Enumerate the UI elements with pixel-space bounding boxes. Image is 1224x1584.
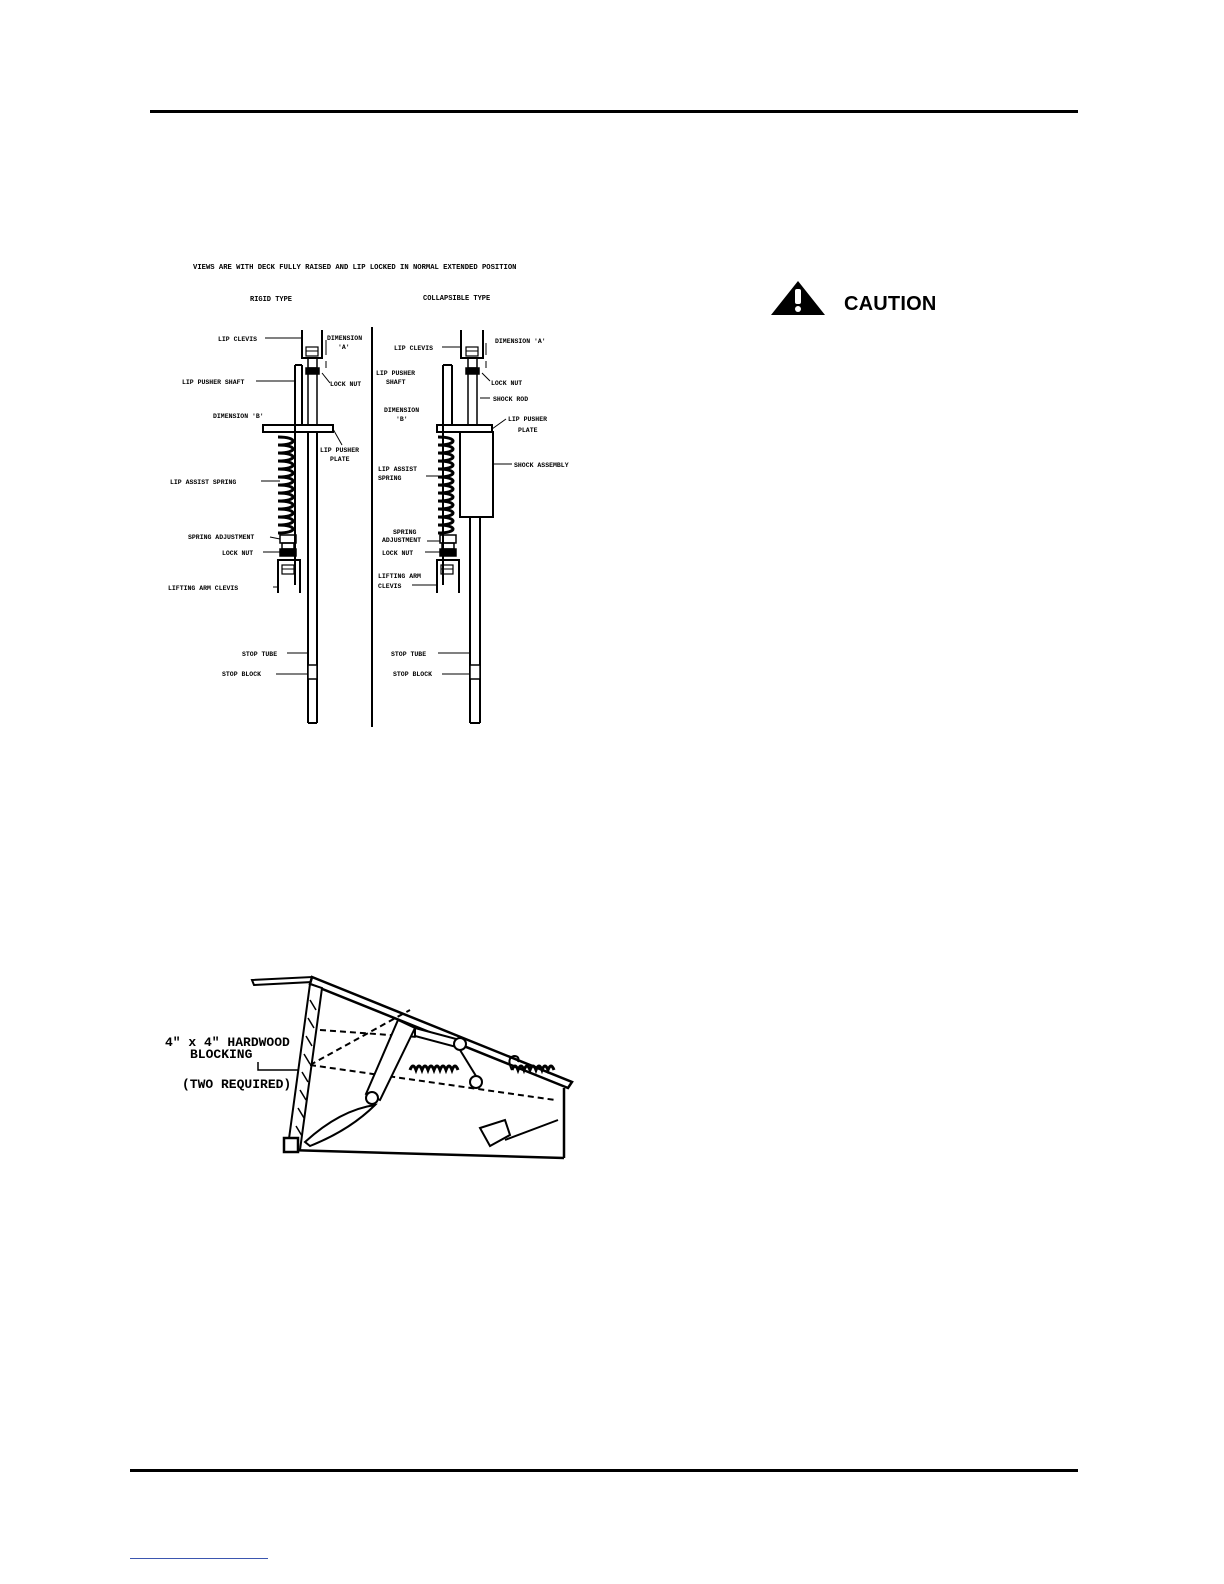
main-spring bbox=[410, 1066, 458, 1070]
collapsible-label-lip-assist-spring-1: LIP ASSIST bbox=[378, 466, 418, 473]
collapsible-label-lock-nut-bottom: LOCK NUT bbox=[382, 550, 414, 557]
collapsible-label-dimension-b-2: 'B' bbox=[396, 416, 408, 423]
rigid-label-dimension-a-1: DIMENSION bbox=[327, 335, 363, 342]
rigid-label-stop-tube: STOP TUBE bbox=[242, 651, 278, 658]
collapsible-lifting-arm-clevis bbox=[437, 560, 459, 593]
lifting-mechanism bbox=[366, 1020, 482, 1104]
rigid-label-lock-nut-top: LOCK NUT bbox=[330, 381, 362, 388]
blocking-label-line1: 4" x 4" HARDWOOD bbox=[165, 1035, 290, 1050]
rigid-label-lip-pusher-plate-2: PLATE bbox=[330, 456, 350, 463]
front-bracket bbox=[480, 1120, 510, 1146]
collapsible-label-stop-block: STOP BLOCK bbox=[393, 671, 433, 678]
diagram-header: VIEWS ARE WITH DECK FULLY RAISED AND LIP LOCKED IN NORMAL EXTENDED POSITION bbox=[193, 264, 517, 272]
rigid-lip-clevis bbox=[302, 330, 322, 358]
rigid-label-lock-nut-bottom: LOCK NUT bbox=[222, 550, 254, 557]
collapsible-label-lip-pusher-plate-1: LIP PUSHER bbox=[508, 416, 548, 423]
collapsible-main-rod bbox=[470, 517, 480, 723]
rigid-stop-block bbox=[308, 665, 317, 679]
rigid-type-title: RIGID TYPE bbox=[250, 296, 293, 304]
collapsible-label-stop-tube: STOP TUBE bbox=[391, 651, 427, 658]
base-frame bbox=[284, 1088, 564, 1158]
caution-notice bbox=[770, 280, 970, 320]
rigid-lip-assist-spring bbox=[278, 437, 293, 533]
collapsible-label-shock-assembly: SHOCK ASSEMBLY bbox=[514, 462, 569, 469]
blocking-label-line2: BLOCKING bbox=[190, 1047, 253, 1062]
collapsible-lip-pusher-plate bbox=[437, 425, 492, 432]
rigid-label-lip-clevis: LIP CLEVIS bbox=[218, 336, 258, 343]
rigid-upper-rod bbox=[306, 358, 319, 425]
collapsible-label-lock-nut-top: LOCK NUT bbox=[491, 380, 523, 387]
collapsible-label-shock-rod: SHOCK ROD bbox=[493, 396, 529, 403]
rear-cam bbox=[305, 1105, 375, 1146]
linkage-dashed bbox=[310, 1010, 555, 1100]
collapsible-label-lip-pusher-shaft-1: LIP PUSHER bbox=[376, 370, 416, 377]
collapsible-label-lip-assist-spring-2: SPRING bbox=[378, 475, 402, 482]
lip-assist-diagram bbox=[160, 255, 590, 735]
collapsible-label-lip-pusher-shaft-2: SHAFT bbox=[386, 379, 406, 386]
collapsible-label-lip-pusher-plate-2: PLATE bbox=[518, 427, 538, 434]
rigid-leaders bbox=[256, 338, 342, 674]
rigid-label-stop-block: STOP BLOCK bbox=[222, 671, 262, 678]
collapsible-upper-rod bbox=[466, 358, 479, 425]
blocking-leader bbox=[258, 1062, 298, 1070]
rigid-label-dimension-a-2: 'A' bbox=[338, 344, 350, 351]
collapsible-label-dimension-a: DIMENSION 'A' bbox=[495, 338, 546, 345]
hardwood-blocking bbox=[288, 984, 322, 1150]
collapsible-stop-block bbox=[470, 665, 480, 679]
collapsible-shock-assembly bbox=[460, 432, 493, 517]
rigid-lifting-arm-clevis bbox=[278, 560, 300, 593]
warning-triangle-icon bbox=[770, 280, 826, 316]
rigid-label-dimension-b: DIMENSION 'B' bbox=[213, 413, 264, 420]
footer-link-underline[interactable] bbox=[130, 1558, 268, 1559]
collapsible-label-spring-adjustment-1: SPRING bbox=[393, 529, 417, 536]
rigid-lip-pusher-plate bbox=[263, 425, 333, 432]
lip-plate bbox=[252, 977, 312, 985]
collapsible-label-lip-clevis: LIP CLEVIS bbox=[394, 345, 434, 352]
collapsible-label-dimension-b-1: DIMENSION bbox=[384, 407, 420, 414]
dock-leveler-blocking-diagram bbox=[160, 970, 575, 1170]
rigid-spring-adjustment bbox=[280, 535, 296, 556]
front-bracket-arm bbox=[505, 1120, 558, 1140]
header-rule bbox=[150, 110, 1078, 113]
collapsible-lip-assist-spring bbox=[438, 437, 453, 533]
collapsible-label-lifting-arm-clevis-2: CLEVIS bbox=[378, 583, 402, 590]
rigid-label-lip-assist-spring: LIP ASSIST SPRING bbox=[170, 479, 237, 486]
blocking-label-line3: (TWO REQUIRED) bbox=[182, 1077, 292, 1092]
rigid-label-lip-pusher-shaft: LIP PUSHER SHAFT bbox=[182, 379, 245, 386]
collapsible-type-title: COLLAPSIBLE TYPE bbox=[423, 295, 491, 303]
rigid-label-lifting-arm-clevis: LIFTING ARM CLEVIS bbox=[168, 585, 239, 592]
rigid-label-spring-adjustment: SPRING ADJUSTMENT bbox=[188, 534, 255, 541]
rigid-label-lip-pusher-plate-1: LIP PUSHER bbox=[320, 447, 360, 454]
collapsible-label-spring-adjustment-2: ADJUSTMENT bbox=[382, 537, 422, 544]
collapsible-lip-clevis bbox=[461, 330, 483, 358]
footer-rule bbox=[130, 1469, 1078, 1472]
caution-label: CAUTION bbox=[844, 293, 937, 315]
collapsible-label-lifting-arm-clevis-1: LIFTING ARM bbox=[378, 573, 421, 580]
